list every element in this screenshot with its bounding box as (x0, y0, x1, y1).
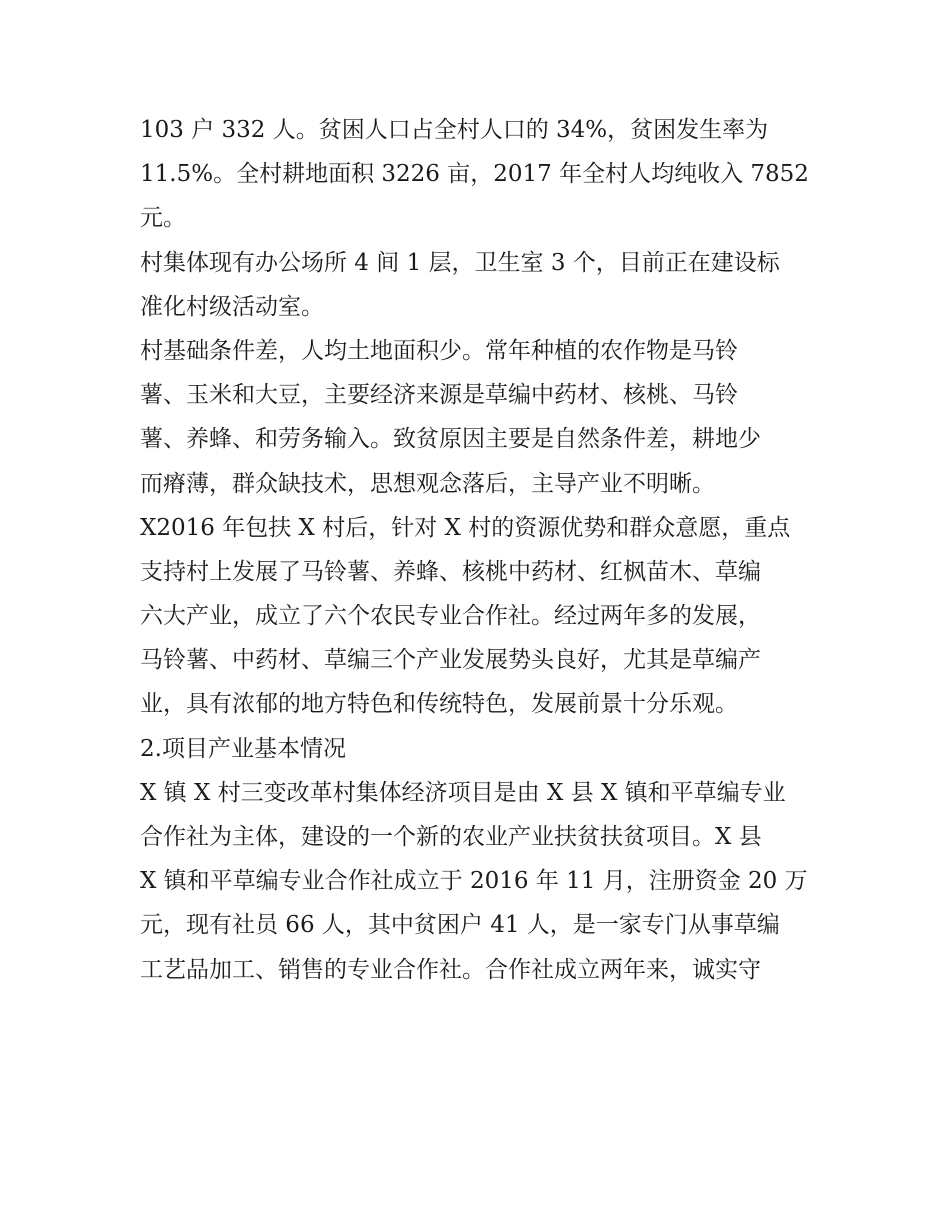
text-line: 11.5%。全村耕地面积 3226 亩，2017 年全村人均纯收入 7852 (140, 161, 809, 188)
text-line: 支持村上发展了马铃薯、养蜂、核桃中药材、红枫苗木、草编 (140, 558, 761, 585)
text-line: 元。 (140, 205, 186, 232)
text-line: 薯、玉米和大豆，主要经济来源是草编中药材、核桃、马铃 (140, 382, 738, 409)
text-line: 合作社为主体，建设的一个新的农业产业扶贫扶贫项目。X 县 (140, 824, 762, 850)
text-line: 村基础条件差，人均土地面积少。常年种植的农作物是马铃 (140, 337, 738, 364)
text-line: 薯、养蜂、和劳务输入。致贫原因主要是自然条件差，耕地少 (140, 426, 761, 453)
text-line: 工艺品加工、销售的专业合作社。合作社成立两年来，诚实守 (140, 956, 761, 983)
text-line: 准化村级活动室。 (140, 293, 324, 320)
section-heading: 2.项目产业基本情况 (140, 735, 346, 762)
text-line: 马铃薯、中药材、草编三个产业发展势头良好，尤其是草编产 (140, 647, 761, 674)
text-line: X 镇 X 村三变改革村集体经济项目是由 X 县 X 镇和平草编专业 (140, 779, 786, 806)
text-line: 业，具有浓郁的地方特色和传统特色，发展前景十分乐观。 (140, 691, 738, 718)
text-line: 村集体现有办公场所 4 间 1 层，卫生室 3 个，目前正在建设标 (140, 249, 780, 276)
text-line: 六大产业，成立了六个农民专业合作社。经过两年多的发展， (140, 603, 761, 630)
text-line: X2016 年包扶 X 村后，针对 X 村的资源优势和群众意愿，重点 (140, 514, 791, 541)
document-body (140, 108, 815, 992)
text-line: 103 户 332 人。贫困人口占全村人口的 34%，贫困发生率为 (140, 117, 769, 143)
text-line: X 镇和平草编专业合作社成立于 2016 年 11 月，注册资金 20 万 (140, 868, 808, 895)
text-line: 元，现有社员 66 人，其中贫困户 41 人，是一家专门从事草编 (140, 912, 780, 939)
text-line: 而瘠薄，群众缺技术，思想观念落后，主导产业不明晰。 (140, 470, 715, 497)
